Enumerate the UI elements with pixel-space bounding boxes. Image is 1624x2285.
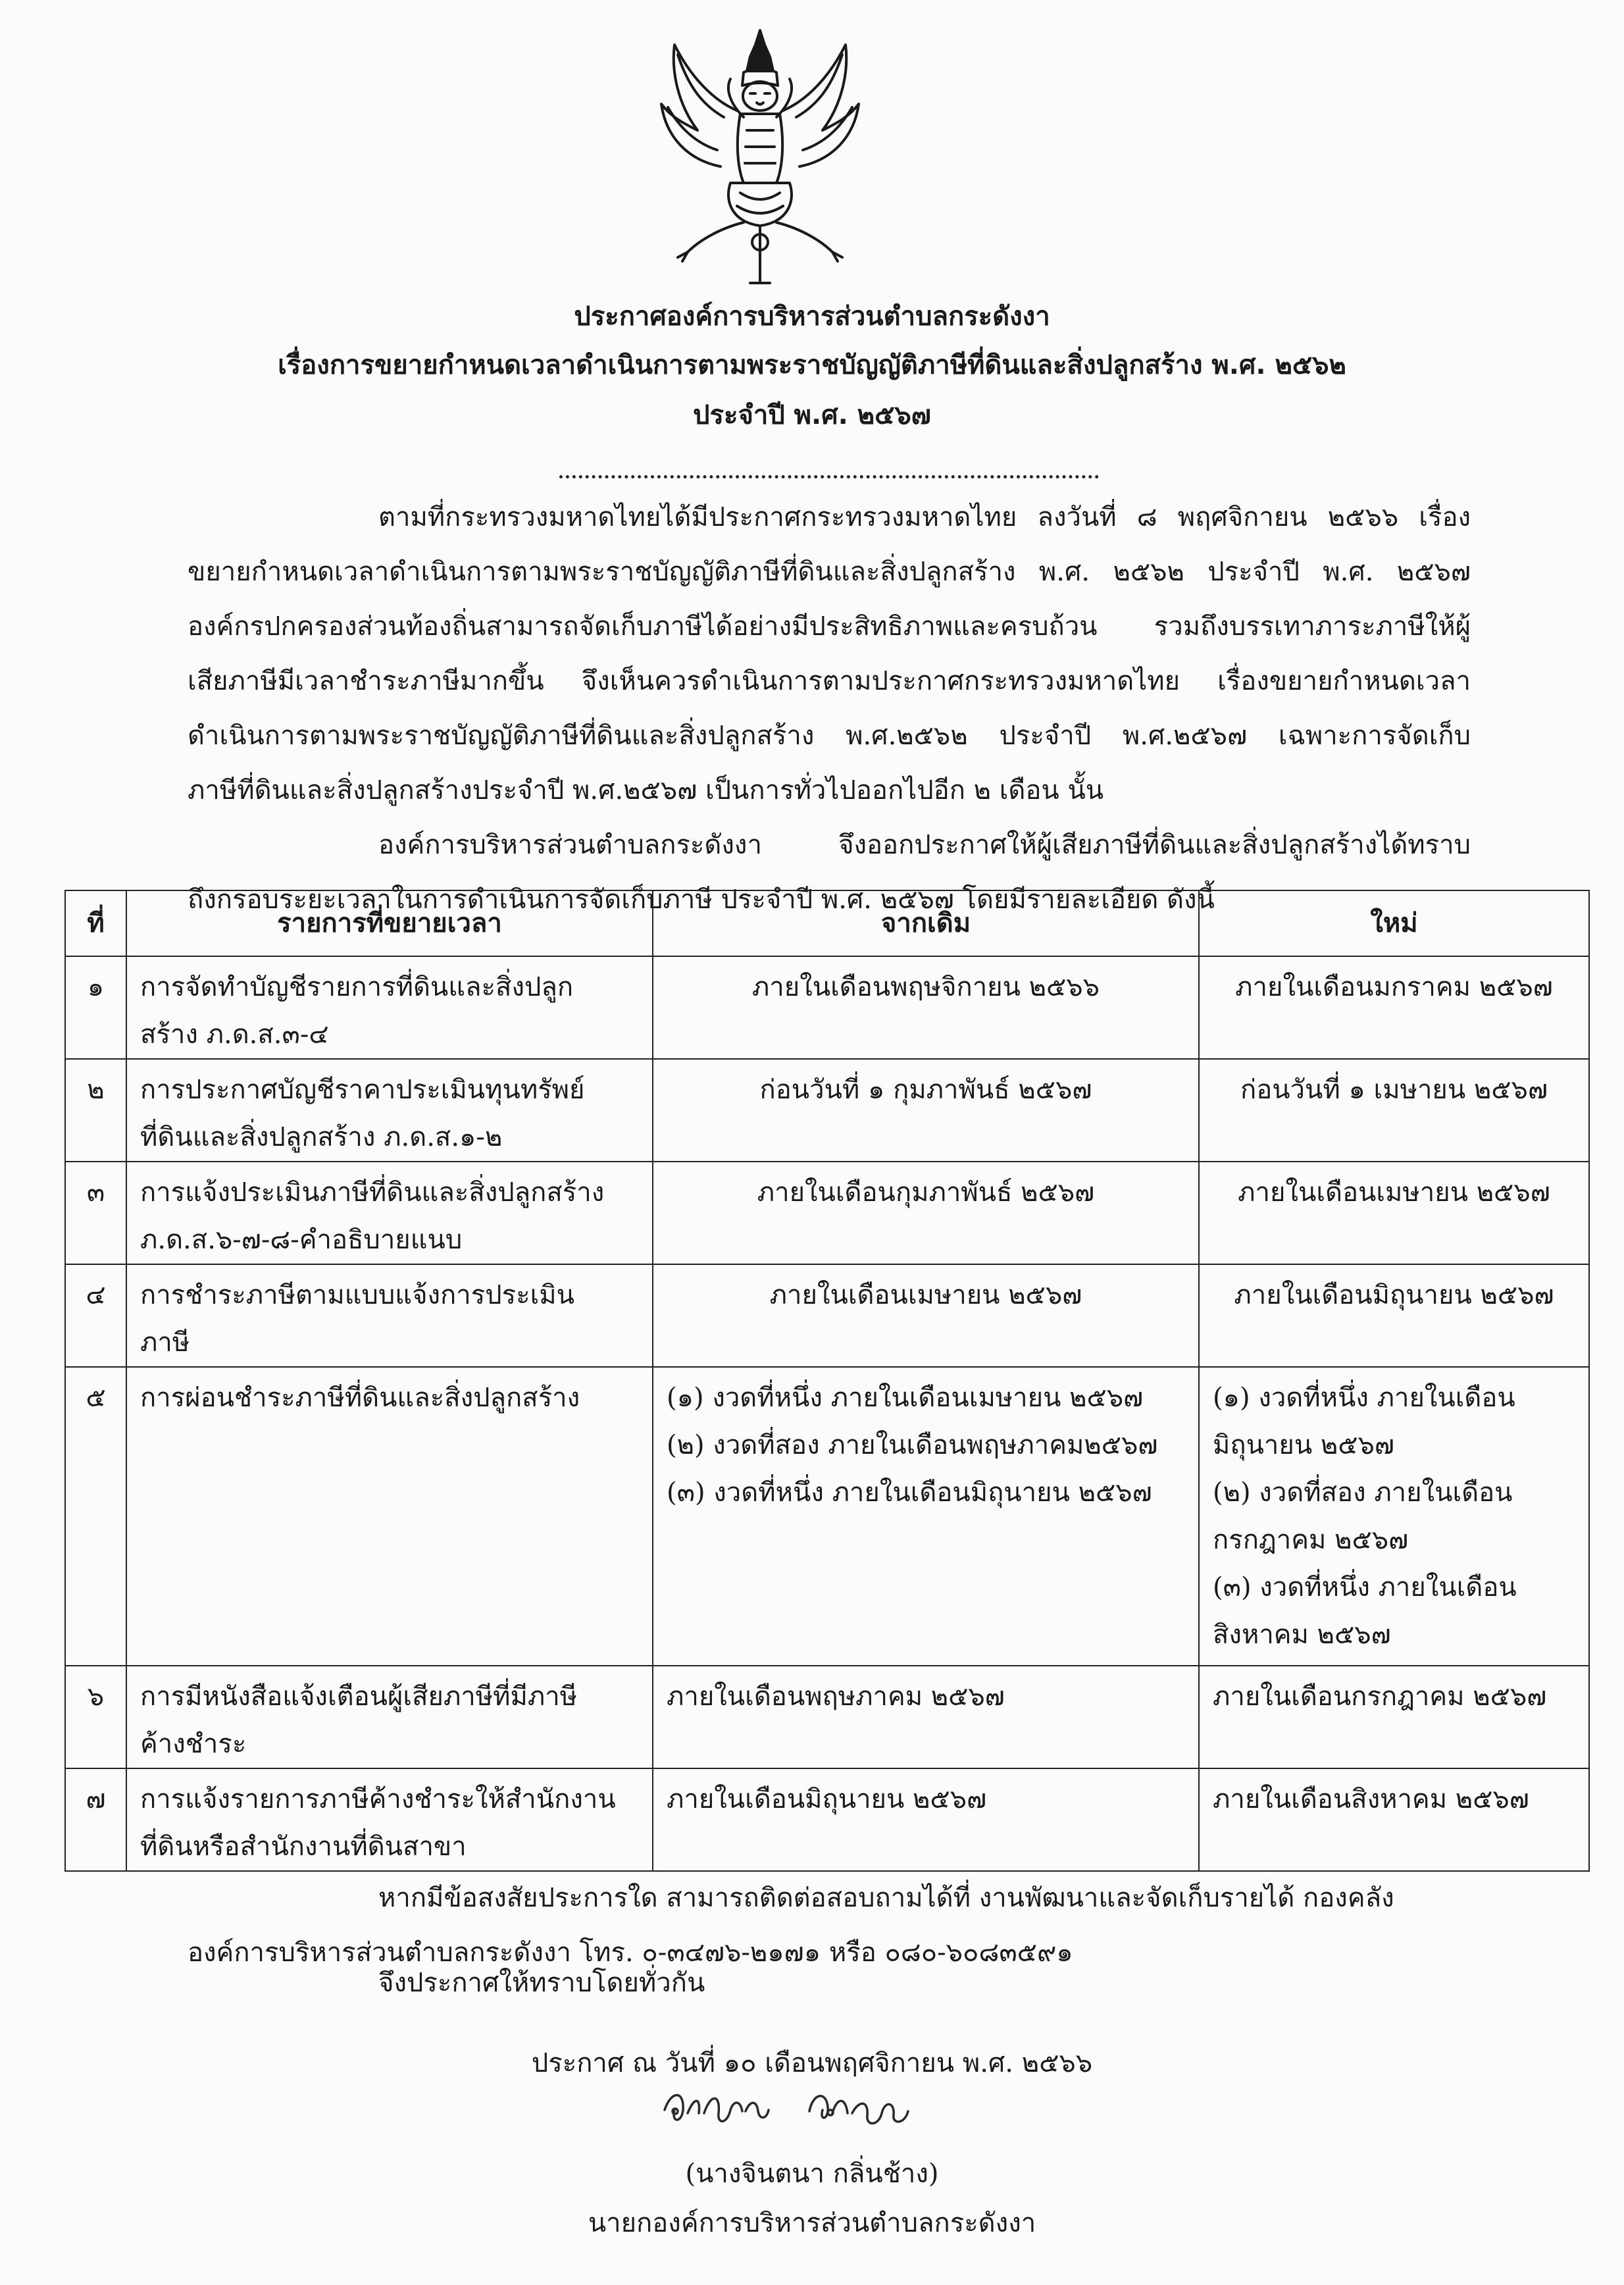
table-row (65, 1666, 1589, 1768)
row-item: การจัดทำบัญชีรายการที่ดินและสิ่งปลูก สร้าง ภ.ด.ส.๓-๔ (126, 956, 653, 1059)
row-item: การแจ้งรายการภาษีค้างชำระให้สำนักงาน ที่ดินหรือสำนักงานที่ดินสาขา (126, 1768, 653, 1871)
row-old: ภายในเดือนพฤษจิกายน ๒๕๖๖ (653, 956, 1199, 1059)
row-item: การแจ้งประเมินภาษีที่ดินและสิ่งปลูกสร้าง ภ.ด.ส.๖-๗-๘-คำอธิบายแนบ (126, 1162, 653, 1264)
row-number: ๑ (65, 956, 126, 1059)
row-number: ๖ (65, 1666, 126, 1768)
row-number: ๗ (65, 1768, 126, 1871)
intro-line: ภาษีที่ดินและสิ่งปลูกสร้างประจำปี พ.ศ.๒๕๖๗ เป็นการทั่วไปออกไปอีก ๒ เดือน นั้น (188, 775, 1104, 806)
title-line-2: เรื่องการขยายกำหนดเวลาดำเนินการตามพระราชบัญญัติภาษีที่ดินและสิ่งปลูกสร้าง พ.ศ. ๒๕๖๒ (278, 350, 1346, 380)
row-new: ภายในเดือนสิงหาคม ๒๕๖๗ (1199, 1768, 1589, 1871)
row-old: (๑) งวดที่หนึ่ง ภายในเดือนเมษายน ๒๕๖๗ (๒) งวดที่สอง ภายในเดือนพฤษภาคม๒๕๖๗ (๓) งวดที่หนึ่ง ภายในเดือนมิถุนายน ๒๕๖๗ (653, 1367, 1199, 1666)
row-new: ภายในเดือนมิถุนายน ๒๕๖๗ (1199, 1264, 1589, 1367)
intro-line: ขยายกำหนดเวลาดำเนินการตามพระราชบัญญัติภาษีที่ดินและสิ่งปลูกสร้าง พ.ศ. ๒๕๖๒ ประจำปี พ.ศ. ๒๕๖๗ (188, 557, 1471, 587)
closing-line-1: หากมีข้อสงสัยประการใด สามารถติดต่อสอบถามได้ที่ งานพัฒนาและจัดเก็บรายได้ กองคลัง (378, 1883, 1394, 1913)
closing-line-3: จึงประกาศให้ทราบโดยทั่วกัน (378, 1968, 705, 1998)
row-old: ภายในเดือนกุมภาพันธ์ ๒๕๖๗ (653, 1162, 1199, 1264)
row-new: ภายในเดือนกรกฎาคม ๒๕๖๗ (1199, 1666, 1589, 1768)
row-old: ภายในเดือนมิถุนายน ๒๕๖๗ (653, 1768, 1199, 1871)
header-old: จากเดิม (653, 890, 1199, 956)
header-new: ใหม่ (1199, 890, 1589, 956)
announcement-date: ประกาศ ณ วันที่ ๑๐ เดือนพฤศจิกายน พ.ศ. ๒๕๖๖ (531, 2048, 1093, 2078)
table-header-row (65, 890, 1589, 956)
header-item: รายการที่ขยายเวลา (126, 890, 653, 956)
dotted-separator (559, 475, 1099, 478)
row-new: ภายในเดือนมกราคม ๒๕๖๗ (1199, 956, 1589, 1059)
intro-line: ตามที่กระทรวงมหาดไทยได้มีประกาศกระทรวงมหาดไทย ลงวันที่ ๘ พฤศจิกายน ๒๕๖๖ เรื่อง (378, 502, 1471, 532)
garuda-emblem-icon (651, 25, 869, 288)
row-new: ภายในเดือนเมษายน ๒๕๖๗ (1199, 1162, 1589, 1264)
table-row (65, 1162, 1589, 1264)
handwritten-signature (658, 2064, 948, 2143)
row-number: ๕ (65, 1367, 126, 1666)
intro-line: องค์การบริหารส่วนตำบลกระดังงา จึงออกประกาศให้ผู้เสียภาษีที่ดินและสิ่งปลูกสร้างได้ทราบ (378, 830, 1471, 860)
closing-statement (188, 1956, 1471, 2011)
row-item: การชำระภาษีตามแบบแจ้งการประเมิน ภาษี (126, 1264, 653, 1367)
row-old: ก่อนวันที่ ๑ กุมภาพันธ์ ๒๕๖๗ (653, 1059, 1199, 1162)
row-number: ๓ (65, 1162, 126, 1264)
intro-line: ถึงกรอบระยะเวลาในการดำเนินการจัดเก็บภาษี ประจำปี พ.ศ. ๒๕๖๗ โดยมีรายละเอียด ดังนี้ (188, 885, 1215, 915)
table-row (65, 1059, 1589, 1162)
intro-paragraph (188, 490, 1471, 927)
table-row (65, 1367, 1589, 1666)
signer-name: (นางจินตนา กลิ่นช้าง) (685, 2159, 939, 2189)
table-row (65, 1264, 1589, 1367)
row-old: ภายในเดือนพฤษภาคม ๒๕๖๗ (653, 1666, 1199, 1768)
header-no: ที่ (65, 890, 126, 956)
row-new: (๑) งวดที่หนึ่ง ภายในเดือน มิถุนายน ๒๕๖๗ (๒) งวดที่สอง ภายในเดือน กรกฎาคม ๒๕๖๗ (๓) งวดที่หนึ่ง ภายในเดือน สิงหาคม ๒๕๖๗ (1199, 1367, 1589, 1666)
row-new: ก่อนวันที่ ๑ เมษายน ๒๕๖๗ (1199, 1059, 1589, 1162)
signer-position: นายกองค์การบริหารส่วนตำบลกระดังงา (588, 2208, 1036, 2238)
intro-line: เสียภาษีมีเวลาชำระภาษีมากขึ้น จึงเห็นควรดำเนินการตามประกาศกระทรวงมหาดไทย เรื่องขยายกำหนดเวลา (188, 666, 1471, 696)
intro-line: ดำเนินการตามพระราชบัญญัติภาษีที่ดินและสิ่งปลูกสร้าง พ.ศ.๒๕๖๒ ประจำปี พ.ศ.๒๕๖๗ เฉพาะการจัดเก็บ (188, 721, 1471, 751)
row-item: การผ่อนชำระภาษีที่ดินและสิ่งปลูกสร้าง (126, 1367, 653, 1666)
row-item: การมีหนังสือแจ้งเตือนผู้เสียภาษีที่มีภาษี ค้างชำระ (126, 1666, 653, 1768)
row-item: การประกาศบัญชีราคาประเมินทุนทรัพย์ ที่ดินและสิ่งปลูกสร้าง ภ.ด.ส.๑-๒ (126, 1059, 653, 1162)
closing-line-2: องค์การบริหารส่วนตำบลกระดังงา โทร. ๐-๓๔๗๖-๒๑๗๑ หรือ ๐๘๐-๖๐๘๓๕๙๑ (188, 1938, 1073, 1968)
intro-line: องค์กรปกครองส่วนท้องถิ่นสามารถจัดเก็บภาษีได้อย่างมีประสิทธิภาพและครบถ้วน รวมถึงบรรเทาภาระภาษีให้ผู้ (188, 611, 1471, 642)
table-row (65, 1768, 1589, 1871)
schedule-table (64, 890, 1590, 1872)
table-row (65, 956, 1589, 1059)
row-number: ๒ (65, 1059, 126, 1162)
row-old: ภายในเดือนเมษายน ๒๕๖๗ (653, 1264, 1199, 1367)
title-line-3: ประจำปี พ.ศ. ๒๕๖๗ (693, 400, 931, 430)
title-line-1: ประกาศองค์การบริหารส่วนตำบลกระดังงา (574, 301, 1050, 332)
row-number: ๔ (65, 1264, 126, 1367)
